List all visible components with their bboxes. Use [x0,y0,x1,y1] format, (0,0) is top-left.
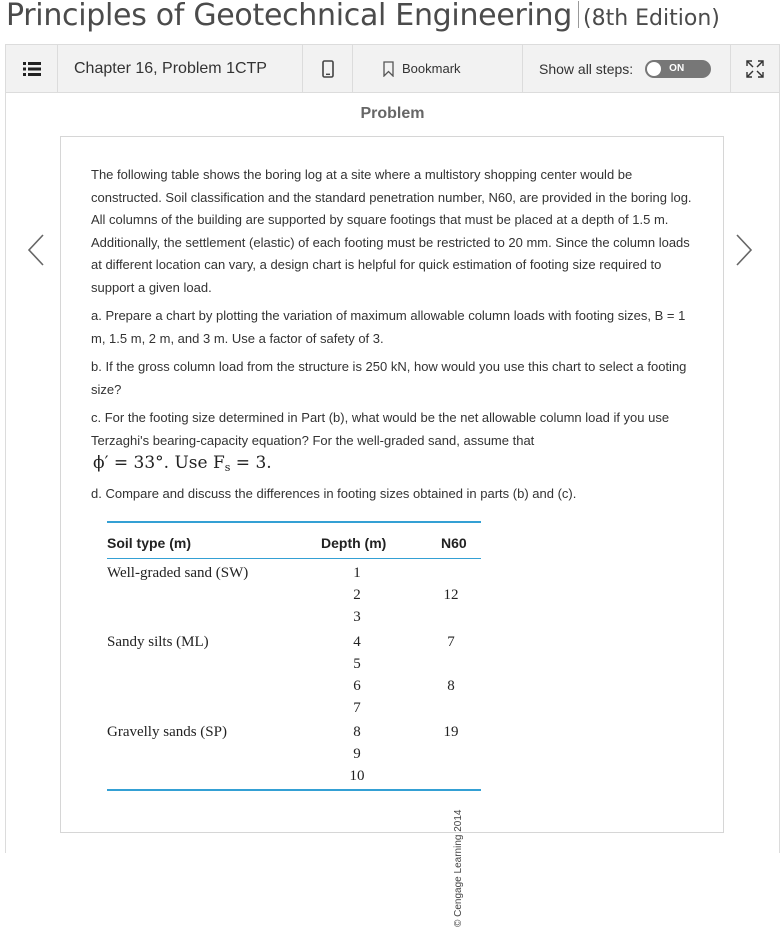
depth-cell: 6 [353,678,361,694]
expand-button[interactable] [731,45,779,92]
equation-end: = 3. [230,453,272,473]
show-steps-label: Show all steps: [539,60,634,77]
soil-type-cell: Sandy silts (ML) [107,634,209,650]
table-top-rule [107,521,481,523]
depth-cell: 4 [353,634,361,650]
toggle-knob [647,62,661,76]
show-steps-control [523,45,731,92]
header-n60: N60 [441,535,467,551]
book-title-text: Principles of Geotechnical Engineering [6,0,573,33]
book-title [6,0,720,38]
previous-arrow-icon[interactable] [26,233,46,267]
equation-main: ϕ′ = 33°. Use F [93,453,225,473]
menu-button[interactable] [6,45,58,92]
next-arrow-icon[interactable] [734,233,754,267]
depth-cell: 10 [349,768,365,784]
problem-panel [5,93,780,927]
table-header-rule [107,558,481,559]
title-separator [578,1,579,28]
depth-cell: 3 [353,609,361,625]
soil-type-cell: Well-graded sand (SW) [107,565,249,581]
bookmark-icon [383,61,394,77]
toolbar [5,44,780,93]
expand-icon [746,60,764,78]
problem-part-b: b. If the gross column load from the structure is 250 kN, how would you use this chart to select a footing size? [91,359,687,397]
depth-cell: 1 [353,565,361,581]
toggle-state-label: ON [669,62,685,74]
depth-cell: 2 [353,587,361,603]
equation-subscript: s [224,461,231,474]
chapter-label: Chapter 16, Problem 1CTP [58,45,303,92]
bookmark-label: Bookmark [402,61,461,76]
depth-cell: 8 [353,724,361,740]
n60-cell: 12 [443,587,459,603]
n60-cell: 7 [447,634,455,650]
book-edition: (8th Edition) [583,6,720,31]
boring-log-table [107,521,481,791]
problem-part-c-equation [93,453,272,474]
problem-intro: The following table shows the boring log at a site where a multistory shopping center would be constructed. Soil classification and the standard penetration number, N60, are provided in the boring log. All columns of the building are supported by square footings that must be placed at a depth of 1.5 m. Additionally, the settlement (elastic) of each footing must be restricted to 20 mm. Since the column loads at different location can vary, a design chart is helpful for quick estimation of footing size required to support a given load. [91,167,692,295]
header-soil-type: Soil type (m) [107,535,192,551]
n60-cell: 8 [447,678,455,694]
copyright-credit: © Cengage Learning 2014 [453,809,464,927]
header-depth: Depth (m) [321,535,387,551]
problem-part-a: a. Prepare a chart by plotting the variation of maximum allowable column loads with footing sizes, B = 1 m, 1.5 m, 2 m, and 3 m. Use a factor of safety of 3. [91,308,686,346]
problem-part-c: c. For the footing size determined in Part (b), what would be the net allowable column load if you use Terzaghi's bearing-capacity equation? For the well-graded sand, assume that [91,410,670,448]
device-button[interactable] [303,45,353,92]
bookmark-button[interactable] [353,45,523,92]
phone-icon [322,60,334,78]
problem-card [60,136,724,927]
list-icon [23,61,41,77]
depth-cell: 9 [353,746,361,762]
soil-type-cell: Gravelly sands (SP) [107,724,227,740]
problem-part-d: d. Compare and discuss the differences in footing sizes obtained in parts (b) and (c). [91,486,577,501]
show-steps-toggle[interactable] [645,60,711,78]
depth-cell: 5 [353,656,361,672]
n60-cell: 19 [443,724,459,740]
panel-title: Problem [360,105,425,122]
depth-cell: 7 [353,700,361,716]
table-bottom-rule [107,789,481,791]
